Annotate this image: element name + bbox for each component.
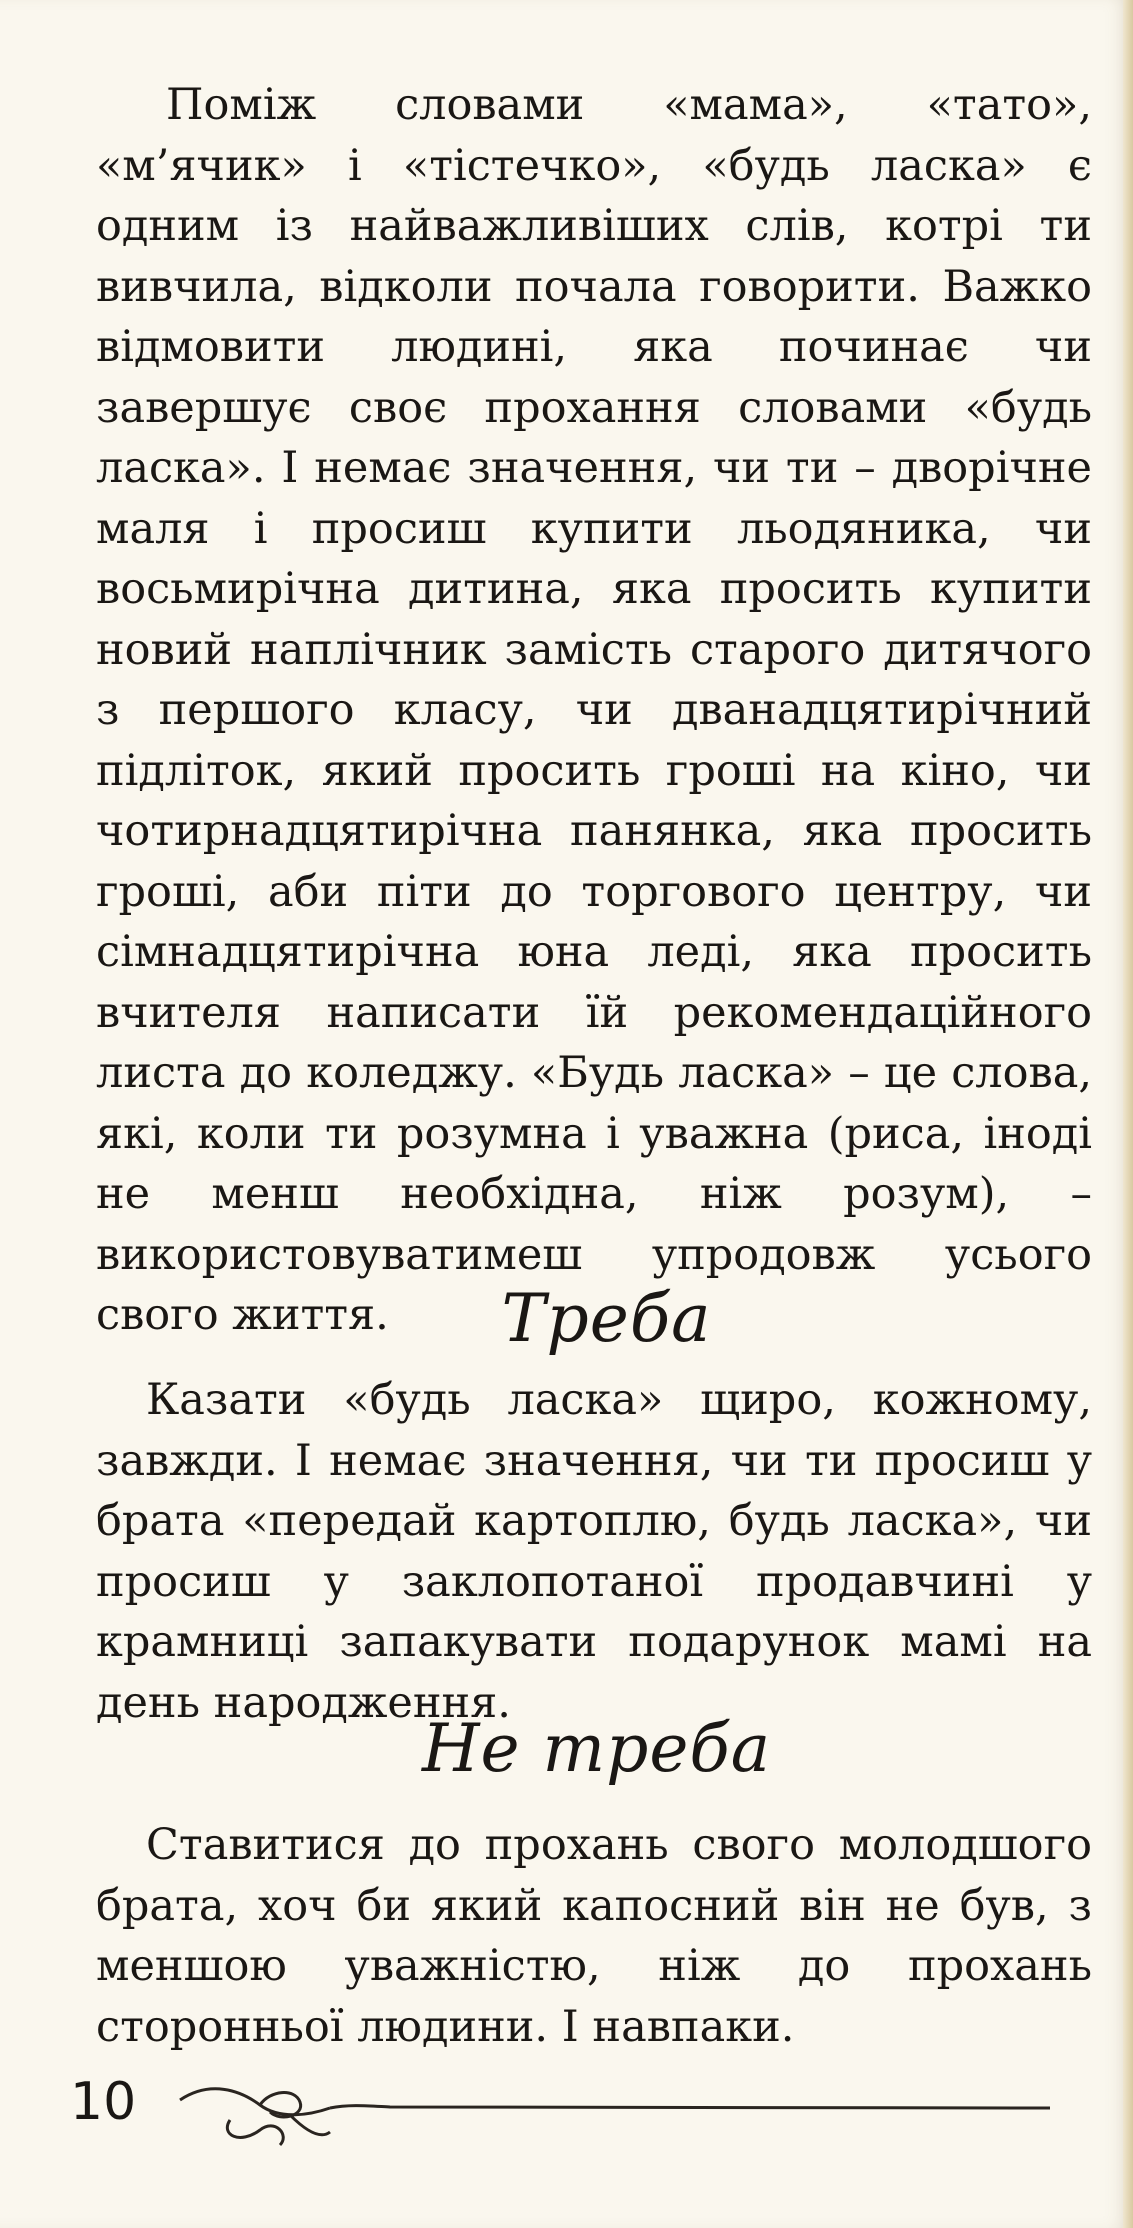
must-not-heading: Не треба [421, 1710, 772, 1787]
must-section [96, 1370, 1092, 1733]
must-not-section [96, 1815, 1092, 2057]
page-footer [70, 2060, 1070, 2150]
intro-section [96, 75, 1092, 1346]
intro-paragraph: Поміж словами «мама», «тато», «м’ячик» і «тістечко», «будь ласка» є одним із найважливіших слів, котрі ти вивчила, відколи почала говорити. Важко відмовити людині, яка починає чи завершує своє прохання словами «будь ласка». І немає значення, чи ти – дворічне маля і просиш купити льодяника, чи восьмирічна дитина, яка просить купити новий наплічник замість старого дитячого з першого класу, чи дванадцятирічний підліток, який просить гроші на кіно, чи чотирнадцятирічна панянка, яка просить гроші, аби піти до торгового центру, чи сімнадцятирічна юна леді, яка просить вчителя написати їй рекомендаційного листа до коледжу. «Будь ласка» – це слова, які, коли ти розумна і уважна (риса, іноді не менш необхідна, ніж розум), – використовуватимеш упродовж усього свого життя. [96, 80, 1092, 1340]
must-heading: Треба [501, 1280, 712, 1357]
ribbon-ornament-icon [170, 2060, 1070, 2150]
must-paragraph: Казати «будь ласка» щиро, кожному, завжди. І немає значення, чи ти просиш у брата «передай картоплю, будь ласка», чи просиш у заклопотаної продавчині у крамниці запакувати подарунок мамі на день народження. [96, 1375, 1092, 1728]
page-number: 10 [70, 2072, 137, 2132]
page-edge [1123, 0, 1133, 2228]
must-not-paragraph: Ставитися до прохань свого молодшого брата, хоч би який капосний він не був, з меншою уважністю, ніж до прохань сторонньої людини. І навпаки. [96, 1820, 1092, 2052]
